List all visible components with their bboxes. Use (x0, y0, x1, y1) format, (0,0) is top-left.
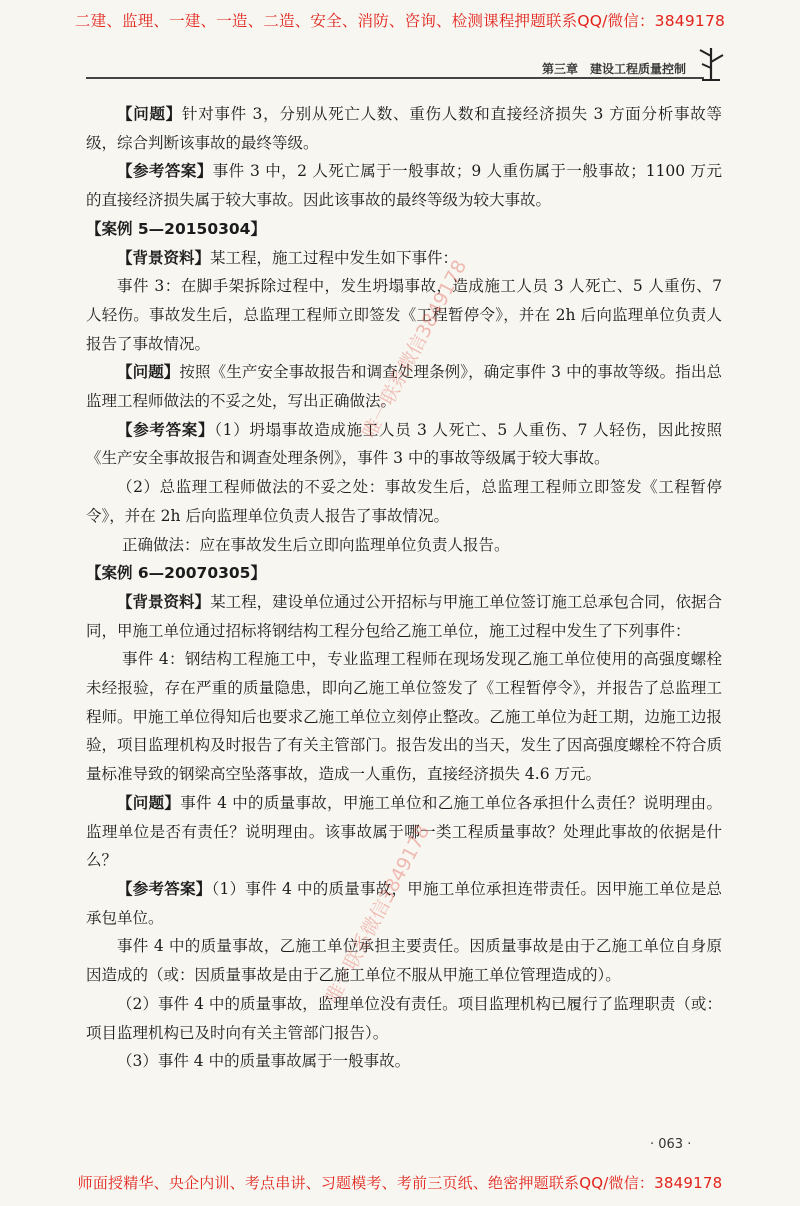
answer-point-3: （3）事件 4 中的质量事故属于一般事故。 (117, 1052, 411, 1071)
answer-paragraph: 【参考答案】（1）坍塌事故造成施工人员 3 人死亡、5 人重伤、7 人轻伤，因此按照《生产安全事故报告和调查处理条例》，事件 3 中的事故等级属于较大事故。 (86, 420, 722, 468)
answer-tag: 【参考答案】 (117, 420, 215, 439)
page-header (86, 48, 726, 78)
question-paragraph: 【问题】事件 4 中的质量事故，甲施工单位和乙施工单位各承担什么责任？说明理由。监理单位是否有责任？说明理由。该事故属于哪一类工程质量事故？处理此事故的依据是什么？ (86, 793, 722, 870)
watermark-text: 唯一联系微信3849178 (321, 821, 435, 1008)
bottom-contact-banner: 师面授精华、央企内训、考点串讲、习题模考、考前三页纸、绝密押题联系QQ/微信：3849178 (77, 1174, 723, 1192)
background-tag: 【背景资料】 (117, 248, 211, 267)
case-heading-5: 【案例 5—20150304】 (86, 219, 266, 238)
top-contact-banner: 二建、监理、一建、一造、二造、安全、消防、咨询、检测课程押题联系QQ/微信：3849178 (74, 12, 726, 30)
chapter-title: 第三章 建设工程质量控制 (541, 62, 686, 76)
question-paragraph: 【问题】按照《生产安全事故报告和调查处理条例》，确定事件 3 中的事故等级。指出总监理工程师做法的不妥之处，写出正确做法。 (86, 363, 722, 411)
case-heading-6: 【案例 6—20070305】 (86, 564, 266, 583)
answer-point-2: （2）事件 4 中的质量事故，监理单位没有责任。项目监理机构已履行了监理职责（或：项目监理机构已及时向有关主管部门报告）。 (86, 994, 722, 1042)
answer-tag: 【参考答案】 (117, 879, 212, 898)
background-paragraph: 【背景资料】某工程，建设单位通过公开招标与甲施工单位签订施工总承包合同，依据合同，甲施工单位通过招标将钢结构工程分包给乙施工单位，施工过程中发生了下列事件： (86, 592, 722, 640)
answer-paragraph: 【参考答案】（1）事件 4 中的质量事故，甲施工单位承担连带责任。因甲施工单位是总承包单位。 (86, 879, 722, 927)
question-tag: 【问题】 (117, 363, 180, 382)
event-paragraph: 事件 3：在脚手架拆除过程中，发生坍塌事故，造成施工人员 3 人死亡、5 人重伤、7 人轻伤。事故发生后，总监理工程师立即签发《工程暂停令》，并在 2h 后向监理单位负责人报告了事故情况。 (86, 277, 722, 353)
page-content (86, 100, 722, 1076)
header-rule (86, 77, 704, 79)
plant-logo-icon (696, 42, 726, 82)
answer-point-2: （2）总监理工程师做法的不妥之处：事故发生后，总监理工程师立即签发《工程暂停令》，并在 2h 后向监理单位负责人报告了事故情况。 (86, 478, 722, 525)
event-paragraph: 事件 4：钢结构工程施工中，专业监理工程师在现场发现乙施工单位使用的高强度螺栓未经报验，存在严重的质量隐患，即向乙施工单位签发了《工程暂停令》，并报告了总监理工程师。甲施工单位得知后也要求乙施工单位立刻停止整改。乙施工单位为赶工期，边施工边报验，项目监理机构及时报告了有关主管部门。报告发出的当天，发生了因高强度螺栓不符合质量标准导致的钢梁高空坠落事故，造成一人重伤，直接经济损失 4.6 万元。 (86, 650, 722, 784)
correct-practice: 正确做法：应在事故发生后立即向监理单位负责人报告。 (122, 535, 510, 554)
page-number: · 063 · (650, 1137, 692, 1152)
background-tag: 【背景资料】 (117, 592, 211, 611)
question-tag: 【问题】 (117, 105, 182, 123)
background-paragraph: 【背景资料】某工程，施工过程中发生如下事件： (117, 248, 459, 267)
question-paragraph: 【问题】针对事件 3，分别从死亡人数、重伤人数和直接经济损失 3 方面分析事故等级，综合判断该事故的最终等级。 (86, 105, 722, 152)
answer-tag: 【参考答案】 (117, 162, 213, 181)
question-tag: 【问题】 (117, 793, 181, 812)
answer-point-1b: 事件 4 中的质量事故，乙施工单位承担主要责任。因质量事故是由于乙施工单位自身原因造成的（或：因质量事故是由于乙施工单位不服从甲施工单位管理造成的）。 (86, 937, 722, 985)
answer-paragraph: 【参考答案】事件 3 中，2 人死亡属于一般事故；9 人重伤属于一般事故；1100 万元的直接经济损失属于较大事故。因此该事故的最终等级为较大事故。 (86, 162, 722, 210)
watermark-text: 唯一联系微信3849178 (358, 256, 472, 443)
